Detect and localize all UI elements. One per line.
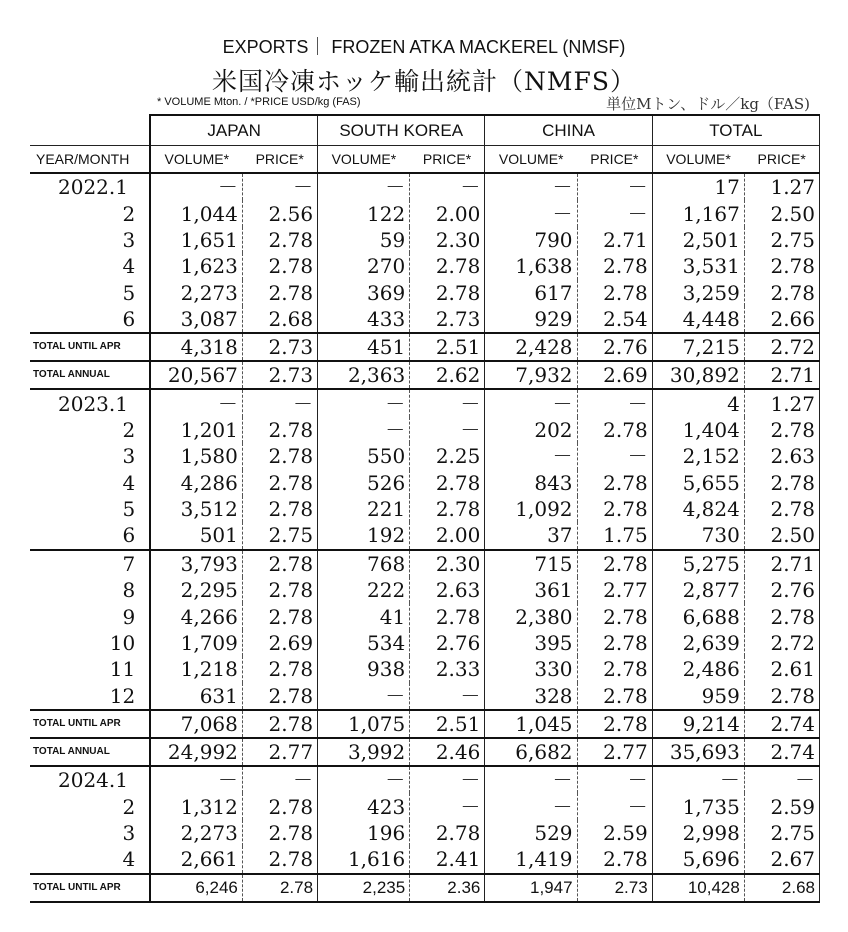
price-cell: 2.72: [744, 333, 819, 361]
volume-cell: 768: [318, 550, 410, 577]
period-label: 8: [122, 578, 136, 603]
price-cell: －: [577, 766, 652, 793]
price-cell: 2.78: [577, 253, 652, 279]
price-cell: 2.33: [410, 656, 485, 682]
volume-cell: －: [485, 793, 577, 819]
period-label: 2: [122, 794, 136, 819]
units-note-japanese: 単位Mトン、ドル／kg（FAS): [606, 95, 810, 113]
price-cell: －: [242, 766, 317, 793]
price-cell: 2.41: [410, 846, 485, 873]
volume-cell: 617: [485, 280, 577, 306]
volume-cell: 2,363: [318, 361, 410, 389]
volume-cell: －: [318, 173, 410, 200]
volume-cell: 2,486: [652, 656, 744, 682]
table-row: [30, 630, 820, 656]
volume-cell: 1,167: [652, 200, 744, 226]
price-cell: 2.78: [410, 280, 485, 306]
price-cell: －: [410, 417, 485, 443]
volume-cell: 1,218: [150, 656, 242, 682]
volume-cell: －: [485, 766, 577, 793]
price-cell: －: [577, 200, 652, 226]
volume-cell: 328: [485, 683, 577, 710]
volume-cell: 1,651: [150, 227, 242, 253]
volume-cell: －: [485, 200, 577, 226]
volume-cell: 330: [485, 656, 577, 682]
price-cell: 2.63: [410, 577, 485, 603]
volume-cell: 3,992: [318, 738, 410, 766]
volume-cell: 4,824: [652, 496, 744, 522]
price-cell: 2.76: [744, 577, 819, 603]
col-price: PRICE*: [242, 146, 317, 174]
price-cell: 2.78: [410, 253, 485, 279]
volume-cell: －: [485, 389, 577, 416]
volume-cell: 2,273: [150, 280, 242, 306]
price-cell: 2.78: [410, 470, 485, 496]
volume-cell: 529: [485, 820, 577, 846]
corner-cell: [30, 115, 150, 146]
volume-cell: －: [485, 173, 577, 200]
table-row: [30, 577, 820, 603]
table-row: [30, 306, 820, 333]
volume-cell: －: [485, 443, 577, 469]
price-cell: 2.74: [744, 738, 819, 766]
price-cell: 2.75: [242, 522, 317, 549]
summary-label: TOTAL UNTIL APR: [30, 710, 150, 738]
price-cell: 2.71: [744, 361, 819, 389]
price-cell: 1.27: [744, 173, 819, 200]
volume-cell: 1,201: [150, 417, 242, 443]
period-label: 6: [122, 307, 136, 332]
price-cell: 2.78: [577, 846, 652, 873]
table-row: [30, 253, 820, 279]
volume-cell: 4,286: [150, 470, 242, 496]
volume-cell: －: [318, 683, 410, 710]
price-cell: 1.75: [577, 522, 652, 549]
table-row: [30, 496, 820, 522]
period-label: 3: [122, 227, 136, 252]
volume-cell: 2,877: [652, 577, 744, 603]
volume-cell: 2,295: [150, 577, 242, 603]
price-cell: －: [410, 766, 485, 793]
price-cell: 2.78: [242, 280, 317, 306]
price-cell: 2.59: [744, 793, 819, 819]
volume-cell: 1,623: [150, 253, 242, 279]
price-cell: 2.68: [744, 874, 819, 902]
units-note-english: * VOLUME Mton. / *PRICE USD/kg (FAS): [157, 96, 361, 108]
volume-cell: 501: [150, 522, 242, 549]
volume-cell: 35,693: [652, 738, 744, 766]
volume-cell: 7,215: [652, 333, 744, 361]
price-cell: 2.71: [744, 550, 819, 577]
volume-cell: 20,567: [150, 361, 242, 389]
price-cell: 2.78: [577, 630, 652, 656]
price-cell: 2.76: [577, 333, 652, 361]
volume-cell: 938: [318, 656, 410, 682]
period-label: 11: [109, 657, 136, 682]
table-row: [30, 173, 820, 200]
table-row: [30, 550, 820, 577]
volume-cell: －: [318, 766, 410, 793]
volume-cell: 2,639: [652, 630, 744, 656]
price-cell: 2.78: [242, 874, 317, 902]
volume-cell: 1,580: [150, 443, 242, 469]
price-cell: 2.78: [242, 603, 317, 629]
volume-cell: 30,892: [652, 361, 744, 389]
volume-cell: 451: [318, 333, 410, 361]
price-cell: 2.78: [410, 496, 485, 522]
volume-cell: －: [652, 766, 744, 793]
price-cell: －: [410, 389, 485, 416]
price-cell: 2.78: [577, 683, 652, 710]
volume-cell: 715: [485, 550, 577, 577]
summary-label: TOTAL UNTIL APR: [30, 333, 150, 361]
volume-cell: 192: [318, 522, 410, 549]
table-row: [30, 200, 820, 226]
price-cell: 2.54: [577, 306, 652, 333]
volume-cell: 1,947: [485, 874, 577, 902]
table-row: [30, 443, 820, 469]
price-cell: 2.66: [744, 306, 819, 333]
volume-cell: 37: [485, 522, 577, 549]
volume-cell: 3,087: [150, 306, 242, 333]
exports-table: [30, 114, 820, 903]
col-price: PRICE*: [410, 146, 485, 174]
period-label: 2023.1: [30, 389, 150, 416]
volume-cell: 6,682: [485, 738, 577, 766]
volume-cell: 4: [652, 389, 744, 416]
col-volume: VOLUME*: [150, 146, 242, 174]
volume-cell: －: [150, 173, 242, 200]
price-cell: 2.78: [242, 793, 317, 819]
volume-cell: 2,998: [652, 820, 744, 846]
volume-cell: 7,932: [485, 361, 577, 389]
price-cell: 2.78: [242, 656, 317, 682]
volume-cell: 24,992: [150, 738, 242, 766]
period-label: 10: [109, 631, 136, 656]
price-cell: －: [242, 389, 317, 416]
row-header: YEAR/MONTH: [30, 146, 150, 174]
period-label: 7: [30, 550, 150, 577]
price-cell: －: [410, 683, 485, 710]
price-cell: 2.74: [744, 710, 819, 738]
period-label: 5: [122, 280, 136, 305]
volume-cell: 631: [150, 683, 242, 710]
price-cell: 2.50: [744, 200, 819, 226]
price-cell: 2.71: [577, 227, 652, 253]
price-cell: 2.51: [410, 333, 485, 361]
volume-cell: 2,661: [150, 846, 242, 873]
volume-cell: －: [150, 766, 242, 793]
price-cell: 2.78: [577, 417, 652, 443]
price-cell: 2.78: [242, 577, 317, 603]
period-label: 2022.1: [30, 173, 150, 200]
volume-cell: 7,068: [150, 710, 242, 738]
volume-cell: 41: [318, 603, 410, 629]
price-cell: 2.78: [577, 496, 652, 522]
table-row: [30, 683, 820, 710]
price-cell: 2.75: [744, 227, 819, 253]
volume-cell: 2,235: [318, 874, 410, 902]
period-label: 4: [122, 847, 136, 872]
price-cell: 2.77: [242, 738, 317, 766]
volume-cell: 1,419: [485, 846, 577, 873]
price-cell: 2.61: [744, 656, 819, 682]
price-cell: 2.73: [410, 306, 485, 333]
price-cell: 2.78: [744, 280, 819, 306]
price-cell: 2.76: [410, 630, 485, 656]
table-row: [30, 603, 820, 629]
period-label: 4: [122, 254, 136, 279]
volume-cell: 270: [318, 253, 410, 279]
volume-cell: －: [150, 389, 242, 416]
price-cell: 2.73: [242, 333, 317, 361]
price-cell: 2.78: [577, 470, 652, 496]
volume-cell: 6,246: [150, 874, 242, 902]
price-cell: 2.75: [744, 820, 819, 846]
volume-cell: 2,152: [652, 443, 744, 469]
volume-cell: 122: [318, 200, 410, 226]
volume-cell: 5,275: [652, 550, 744, 577]
volume-cell: 361: [485, 577, 577, 603]
price-cell: 2.25: [410, 443, 485, 469]
price-cell: 2.78: [242, 443, 317, 469]
price-cell: －: [577, 173, 652, 200]
col-price: PRICE*: [577, 146, 652, 174]
summary-row: [30, 333, 820, 361]
volume-cell: 3,259: [652, 280, 744, 306]
price-cell: 2.78: [744, 417, 819, 443]
price-cell: 2.78: [744, 683, 819, 710]
volume-cell: 550: [318, 443, 410, 469]
group-header-china: CHINA: [485, 115, 652, 146]
price-cell: 2.78: [577, 280, 652, 306]
table-row: [30, 793, 820, 819]
period-label: 5: [122, 497, 136, 522]
price-cell: 2.36: [410, 874, 485, 902]
volume-cell: 929: [485, 306, 577, 333]
volume-cell: 1,045: [485, 710, 577, 738]
volume-cell: 433: [318, 306, 410, 333]
price-cell: 2.78: [744, 470, 819, 496]
volume-cell: 2,273: [150, 820, 242, 846]
price-cell: －: [410, 793, 485, 819]
price-cell: 2.78: [242, 550, 317, 577]
volume-cell: 9,214: [652, 710, 744, 738]
period-label: 9: [122, 604, 136, 629]
price-cell: 2.50: [744, 522, 819, 549]
table-row: [30, 417, 820, 443]
summary-label: TOTAL ANNUAL: [30, 361, 150, 389]
price-cell: 2.77: [577, 577, 652, 603]
price-cell: 2.73: [577, 874, 652, 902]
price-cell: －: [744, 766, 819, 793]
title-english: EXPORTS｜ FROZEN ATKA MACKEREL (NMSF): [222, 37, 626, 57]
price-cell: －: [242, 173, 317, 200]
table-row: [30, 227, 820, 253]
price-cell: 2.30: [410, 227, 485, 253]
price-cell: 2.78: [577, 603, 652, 629]
price-cell: 2.78: [242, 227, 317, 253]
volume-cell: 221: [318, 496, 410, 522]
price-cell: 2.73: [242, 361, 317, 389]
price-cell: 2.78: [242, 417, 317, 443]
volume-cell: 59: [318, 227, 410, 253]
price-cell: 2.78: [242, 710, 317, 738]
price-cell: 2.78: [577, 550, 652, 577]
period-label: 2: [122, 201, 136, 226]
period-label: 2024.1: [30, 766, 150, 793]
volume-cell: 3,512: [150, 496, 242, 522]
period-label: 4: [122, 470, 136, 495]
volume-cell: 17: [652, 173, 744, 200]
table-body: [30, 173, 820, 902]
volume-cell: 196: [318, 820, 410, 846]
period-label: 3: [122, 444, 136, 469]
volume-cell: 534: [318, 630, 410, 656]
col-volume: VOLUME*: [318, 146, 410, 174]
price-cell: 2.00: [410, 200, 485, 226]
period-label: 3: [122, 821, 136, 845]
volume-cell: 423: [318, 793, 410, 819]
price-cell: 2.69: [242, 630, 317, 656]
price-cell: 2.78: [242, 470, 317, 496]
table-row: [30, 846, 820, 873]
price-cell: 2.00: [410, 522, 485, 549]
price-cell: 2.78: [744, 496, 819, 522]
volume-cell: 959: [652, 683, 744, 710]
period-label: 6: [122, 523, 136, 548]
price-cell: 2.78: [242, 846, 317, 873]
price-cell: 2.77: [577, 738, 652, 766]
summary-row: [30, 738, 820, 766]
volume-cell: 843: [485, 470, 577, 496]
price-cell: －: [577, 389, 652, 416]
price-cell: －: [577, 443, 652, 469]
volume-cell: 395: [485, 630, 577, 656]
volume-cell: 1,404: [652, 417, 744, 443]
price-cell: 2.56: [242, 200, 317, 226]
group-header-total: TOTAL: [652, 115, 819, 146]
volume-cell: 1,044: [150, 200, 242, 226]
table-row: [30, 522, 820, 549]
volume-cell: 2,380: [485, 603, 577, 629]
volume-cell: 1,312: [150, 793, 242, 819]
price-cell: 2.72: [744, 630, 819, 656]
price-cell: 2.78: [242, 253, 317, 279]
table-row: [30, 656, 820, 682]
price-cell: 2.78: [242, 496, 317, 522]
price-cell: 2.78: [744, 253, 819, 279]
col-volume: VOLUME*: [485, 146, 577, 174]
summary-row: [30, 710, 820, 738]
price-cell: －: [410, 173, 485, 200]
col-price: PRICE*: [744, 146, 819, 174]
volume-cell: 1,709: [150, 630, 242, 656]
summary-label: TOTAL UNTIL APR: [30, 874, 150, 902]
volume-cell: 202: [485, 417, 577, 443]
summary-row: [30, 361, 820, 389]
table-row: [30, 766, 820, 793]
volume-cell: 5,696: [652, 846, 744, 873]
price-cell: 2.78: [577, 710, 652, 738]
col-volume: VOLUME*: [652, 146, 744, 174]
table-row: [30, 389, 820, 416]
price-cell: 2.67: [744, 846, 819, 873]
table-row: [30, 820, 820, 846]
volume-cell: 526: [318, 470, 410, 496]
volume-cell: 1,075: [318, 710, 410, 738]
volume-cell: 790: [485, 227, 577, 253]
volume-cell: 1,638: [485, 253, 577, 279]
price-cell: 2.46: [410, 738, 485, 766]
group-header-japan: JAPAN: [150, 115, 317, 146]
volume-cell: 1,735: [652, 793, 744, 819]
price-cell: 2.78: [242, 683, 317, 710]
period-label: 2: [122, 417, 136, 442]
volume-cell: 4,318: [150, 333, 242, 361]
volume-cell: 369: [318, 280, 410, 306]
table-row: [30, 280, 820, 306]
price-cell: 2.63: [744, 443, 819, 469]
volume-cell: 3,793: [150, 550, 242, 577]
summary-label: TOTAL ANNUAL: [30, 738, 150, 766]
volume-cell: 3,531: [652, 253, 744, 279]
volume-cell: 730: [652, 522, 744, 549]
volume-cell: －: [318, 417, 410, 443]
volume-cell: 222: [318, 577, 410, 603]
volume-cell: 2,428: [485, 333, 577, 361]
price-cell: 2.78: [410, 820, 485, 846]
volume-cell: 5,655: [652, 470, 744, 496]
volume-cell: 6,688: [652, 603, 744, 629]
price-cell: 2.78: [242, 820, 317, 846]
price-cell: 2.30: [410, 550, 485, 577]
volume-cell: 4,448: [652, 306, 744, 333]
group-header-south-korea: SOUTH KOREA: [318, 115, 485, 146]
period-label: 12: [109, 683, 136, 708]
price-cell: 2.59: [577, 820, 652, 846]
volume-cell: 10,428: [652, 874, 744, 902]
price-cell: 2.78: [577, 656, 652, 682]
volume-cell: 1,092: [485, 496, 577, 522]
title-japanese: 米国冷凍ホッケ輸出統計（NMFS）: [212, 67, 636, 96]
price-cell: 2.78: [744, 603, 819, 629]
volume-cell: 4,266: [150, 603, 242, 629]
summary-row: [30, 874, 820, 902]
price-cell: 2.69: [577, 361, 652, 389]
price-cell: 2.51: [410, 710, 485, 738]
price-cell: 2.68: [242, 306, 317, 333]
price-cell: －: [577, 793, 652, 819]
price-cell: 1.27: [744, 389, 819, 416]
price-cell: 2.78: [410, 603, 485, 629]
price-cell: 2.62: [410, 361, 485, 389]
table-row: [30, 470, 820, 496]
volume-cell: －: [318, 389, 410, 416]
volume-cell: 2,501: [652, 227, 744, 253]
volume-cell: 1,616: [318, 846, 410, 873]
